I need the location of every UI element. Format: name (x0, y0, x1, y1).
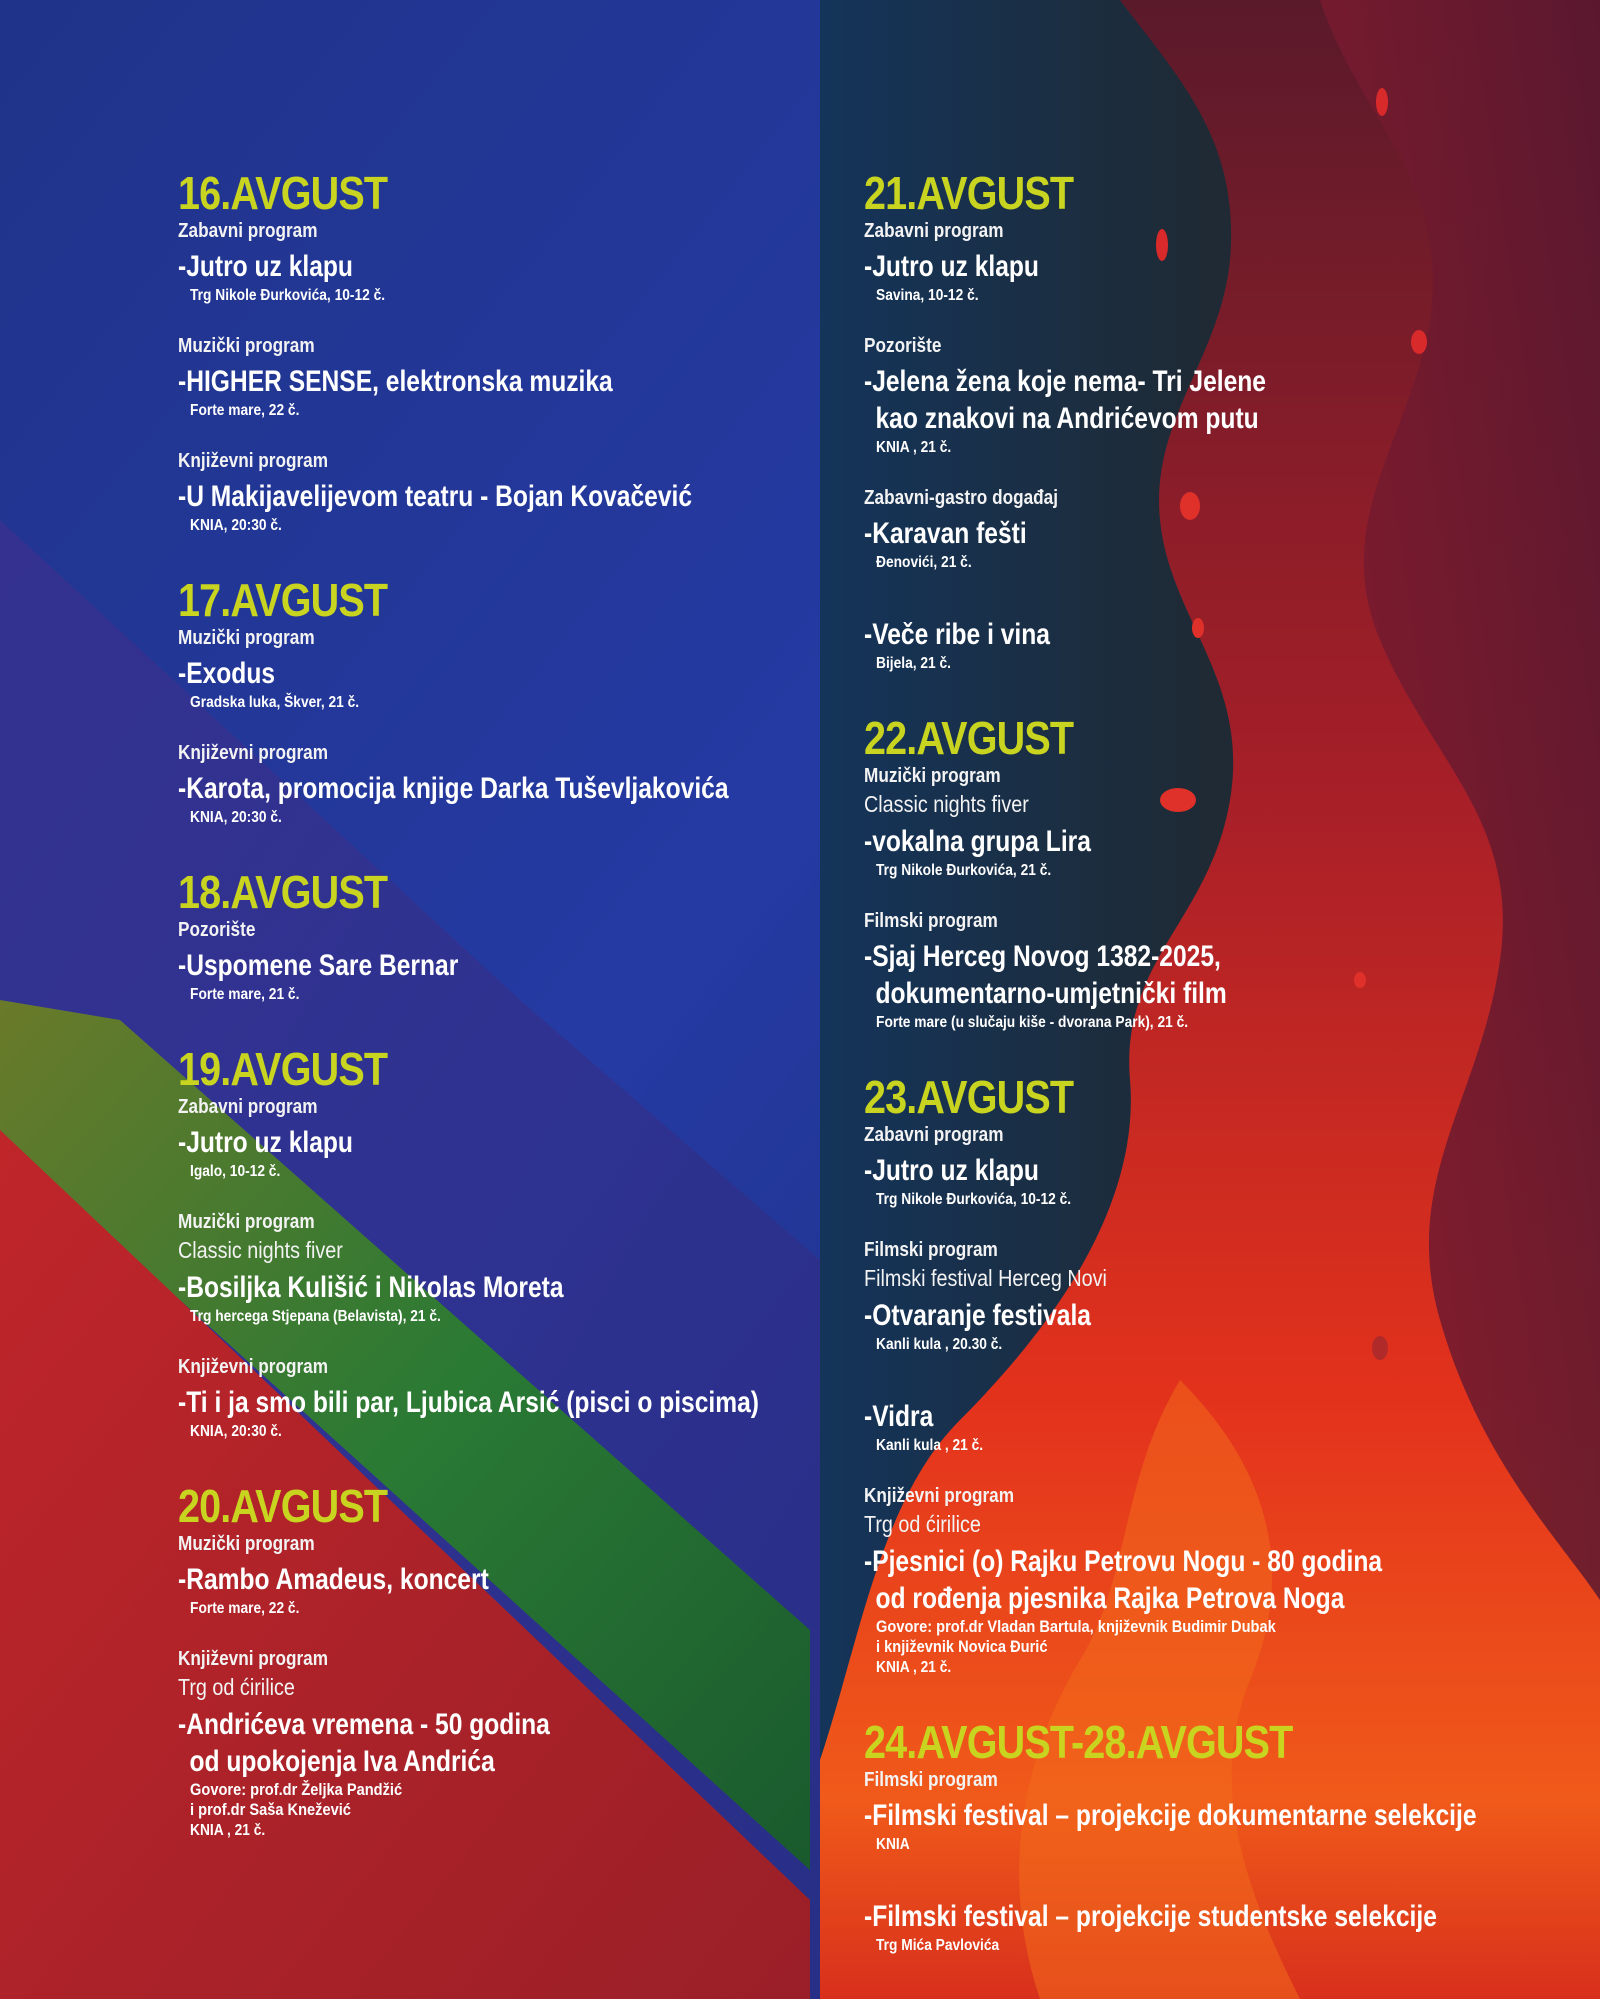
day-date: 20.AVGUST (178, 1480, 388, 1532)
event-title-line: dokumentarno-umjetnički film (875, 977, 1227, 1010)
event-title-line: -Otvaranje festivala (864, 1299, 1091, 1332)
day-block (178, 1043, 818, 1443)
program-category: Filmski program (864, 1239, 998, 1261)
event-title (178, 770, 729, 807)
program-item (864, 485, 1584, 574)
event-title (178, 655, 703, 692)
program-category: Pozorište (178, 919, 256, 941)
spacer (864, 1382, 1584, 1394)
event-title-line: -Ti i ja smo bili par, Ljubica Arsić (pisci o piscima) (178, 1386, 759, 1419)
event-title-line: -Uspomene Sare Bernar (178, 949, 459, 982)
day-date: 16.AVGUST (178, 167, 388, 219)
event-title (864, 1398, 1454, 1435)
day-block (864, 1716, 1584, 1957)
program-category: Filmski program (864, 910, 998, 932)
event-title-line: -Jutro uz klapu (178, 1126, 353, 1159)
event-location: Forte mare, 21 č. (190, 986, 300, 1003)
left-column (178, 167, 818, 1882)
event-title-line: -Jutro uz klapu (864, 250, 1039, 283)
day-date: 18.AVGUST (178, 866, 388, 918)
event-title (864, 1297, 1454, 1334)
day-block (864, 712, 1584, 1034)
program-category: Zabavni program (178, 220, 318, 242)
program-category: Filmski program (864, 1769, 998, 1791)
event-title-line: -Karavan fešti (864, 517, 1027, 550)
program-item (178, 917, 818, 1006)
program-item (178, 1209, 818, 1328)
event-location: KNIA , 21 č. (876, 1659, 952, 1676)
program-category: Muzički program (178, 1533, 315, 1555)
event-location: Kanli kula , 20.30 č. (876, 1336, 1003, 1353)
program-subtitle: Classic nights fiver (178, 1237, 343, 1263)
program-item (178, 740, 818, 829)
program-item (864, 1767, 1584, 1856)
day-block (178, 1480, 818, 1842)
program-category: Muzički program (178, 627, 315, 649)
event-title (864, 515, 1454, 552)
event-title (864, 248, 1454, 285)
event-title (178, 1384, 759, 1421)
event-location: Trg Nikole Đurkovića, 21 č. (876, 862, 1052, 879)
program-item (864, 1237, 1584, 1356)
event-title (864, 1543, 1454, 1617)
event-title-line: -Filmski festival – projekcije studentske selekcije (864, 1900, 1437, 1933)
event-location: Trg hercega Stjepana (Belavista), 21 č. (190, 1308, 441, 1325)
program-item (178, 1354, 818, 1443)
program-category: Zabavni program (864, 220, 1004, 242)
event-title-line: od rođenja pjesnika Rajka Petrova Noga (875, 1582, 1345, 1615)
program-category: Pozorište (864, 335, 942, 357)
event-location: Đenovići, 21 č. (876, 554, 972, 571)
program-item (864, 1483, 1584, 1679)
event-title (178, 1561, 703, 1598)
program-item (864, 763, 1584, 882)
event-title-line: -Jutro uz klapu (864, 1154, 1039, 1187)
event-location: Savina, 10-12 č. (876, 287, 979, 304)
event-title (178, 363, 703, 400)
event-title (864, 938, 1454, 1012)
day-date: 17.AVGUST (178, 574, 388, 626)
day-date: 23.AVGUST (864, 1071, 1074, 1123)
event-location: Forte mare (u slučaju kiše - dvorana Park), 21 č. (876, 1014, 1189, 1031)
program-item (178, 333, 818, 422)
event-location: Trg Nikole Đurkovića, 10-12 č. (190, 287, 386, 304)
event-location: Gradska luka, Škver, 21 č. (190, 694, 360, 711)
event-location: KNIA, 20:30 č. (190, 517, 282, 534)
event-title (864, 823, 1454, 860)
event-title-line: -Exodus (178, 657, 276, 690)
program-item (864, 600, 1584, 675)
program-category: Književni program (178, 1648, 329, 1670)
event-title (178, 1706, 703, 1780)
event-location: Bijela, 21 č. (876, 655, 952, 672)
day-block (864, 1071, 1584, 1679)
event-speakers: Govore: prof.dr Vladan Bartula, književnik Budimir Dubak (876, 1617, 1276, 1636)
day-block (178, 167, 818, 537)
program-category: Književni program (178, 1356, 329, 1378)
event-title (178, 1124, 703, 1161)
event-title-line: -Karota, promocija knjige Darka Tuševljakovića (178, 772, 729, 805)
program-item (864, 1882, 1584, 1957)
event-title-line: -Jutro uz klapu (178, 250, 353, 283)
program-category: Književni program (178, 450, 329, 472)
day-block (178, 866, 818, 1006)
program-category: Književni program (178, 742, 329, 764)
event-speakers: i prof.dr Saša Knežević (190, 1800, 351, 1819)
day-date: 22.AVGUST (864, 712, 1074, 764)
event-speakers: Govore: prof.dr Željka Pandžić (190, 1780, 403, 1799)
event-location: Forte mare, 22 č. (190, 1600, 300, 1617)
program-item (864, 333, 1584, 459)
day-block (178, 574, 818, 829)
event-title (178, 248, 703, 285)
event-title (864, 1797, 1477, 1834)
program-subtitle: Filmski festival Herceg Novi (864, 1265, 1107, 1291)
event-location: Igalo, 10-12 č. (190, 1163, 281, 1180)
program-subtitle: Trg od ćirilice (864, 1511, 981, 1537)
event-speakers: i književnik Novica Đurić (876, 1637, 1048, 1656)
event-title-line: -Sjaj Herceg Novog 1382-2025, (864, 940, 1221, 973)
program-item (864, 1122, 1584, 1211)
day-date: 21.AVGUST (864, 167, 1074, 219)
event-title-line: -Rambo Amadeus, koncert (178, 1563, 489, 1596)
event-title (178, 478, 703, 515)
day-date: 24.AVGUST-28.AVGUST (864, 1716, 1293, 1768)
program-item (864, 908, 1584, 1034)
event-title-line: -Filmski festival – projekcije dokumentarne selekcije (864, 1799, 1477, 1832)
program-item (864, 1382, 1584, 1457)
event-title (864, 363, 1454, 437)
event-title-line: -Pjesnici (o) Rajku Petrovu Nogu - 80 godina (864, 1545, 1383, 1578)
program-category: Muzički program (178, 1211, 315, 1233)
program-category: Zabavni-gastro događaj (864, 487, 1059, 509)
event-title-line: -Andrićeva vremena - 50 godina (178, 1708, 550, 1741)
event-location: Trg Mića Pavlovića (876, 1937, 1000, 1954)
program-category: Zabavni program (864, 1124, 1004, 1146)
program-item (178, 1646, 818, 1842)
program-subtitle: Classic nights fiver (864, 791, 1029, 817)
event-title-line: od upokojenja Iva Andrića (189, 1745, 495, 1778)
event-title-line: -Vidra (864, 1400, 934, 1433)
day-date: 19.AVGUST (178, 1043, 388, 1095)
event-title (178, 1269, 703, 1306)
program-item (178, 448, 818, 537)
program-category: Književni program (864, 1485, 1015, 1507)
event-title-line: -vokalna grupa Lira (864, 825, 1091, 858)
event-title-line: -HIGHER SENSE, elektronska muzika (178, 365, 613, 398)
event-location: Forte mare, 22 č. (190, 402, 300, 419)
event-title (864, 616, 1454, 653)
event-location: Kanli kula , 21 č. (876, 1437, 984, 1454)
event-title-line: kao znakovi na Andrićevom putu (875, 402, 1259, 435)
event-location: KNIA, 20:30 č. (190, 1423, 282, 1440)
program-item (178, 1531, 818, 1620)
program-subtitle: Trg od ćirilice (178, 1674, 295, 1700)
event-location: KNIA , 21 č. (876, 439, 952, 456)
spacer (864, 1882, 1584, 1894)
event-location: Trg Nikole Đurkovića, 10-12 č. (876, 1191, 1072, 1208)
right-column (864, 167, 1584, 1997)
program-item (864, 218, 1584, 307)
program-item (178, 625, 818, 714)
event-title-line: -Jelena žena koje nema- Tri Jelene (864, 365, 1266, 398)
event-title-line: -Bosiljka Kulišić i Nikolas Moreta (178, 1271, 564, 1304)
event-title (864, 1898, 1454, 1935)
event-location: KNIA, 20:30 č. (190, 809, 282, 826)
program-category: Zabavni program (178, 1096, 318, 1118)
event-title (178, 947, 703, 984)
spacer (864, 600, 1584, 612)
event-title-line: -Veče ribe i vina (864, 618, 1050, 651)
event-location: KNIA (876, 1836, 910, 1853)
program-item (178, 218, 818, 307)
event-title (864, 1152, 1454, 1189)
program-item (178, 1094, 818, 1183)
event-title-line: -U Makijavelijevom teatru - Bojan Kovačević (178, 480, 693, 513)
program-category: Muzički program (178, 335, 315, 357)
day-block (864, 167, 1584, 675)
event-location: KNIA , 21 č. (190, 1822, 266, 1839)
program-category: Muzički program (864, 765, 1001, 787)
